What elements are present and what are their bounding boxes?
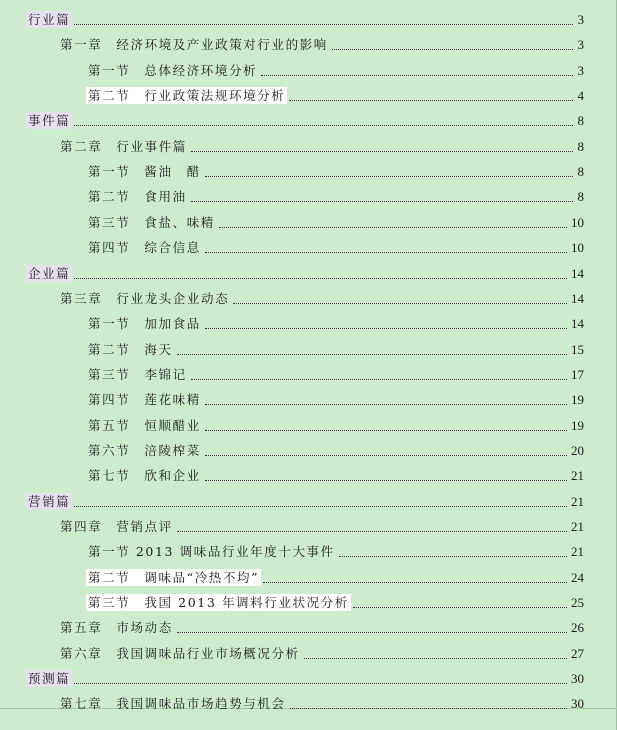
- toc-entry-title[interactable]: 第五节 恒顺醋业: [88, 417, 201, 433]
- dot-leader: [332, 49, 573, 50]
- page-number: 30: [571, 671, 584, 687]
- toc-entry-title[interactable]: 第七章 我国调味品市场趋势与机会: [60, 696, 286, 712]
- page-number: 3: [577, 62, 584, 78]
- dot-leader: [74, 506, 567, 507]
- page-number: 14: [571, 265, 584, 281]
- toc-entry-title[interactable]: 第七节 欣和企业: [88, 468, 201, 484]
- page-number: 17: [571, 366, 584, 382]
- page-number: 27: [571, 645, 584, 661]
- page-number: 8: [577, 164, 584, 180]
- page-number: 30: [571, 696, 584, 712]
- toc-entry-title[interactable]: 第一节 总体经济环境分析: [88, 62, 258, 78]
- toc-entry-title[interactable]: 第二章 行业事件篇: [60, 138, 187, 154]
- toc-entry[interactable]: [0, 363, 617, 388]
- toc-entry-title[interactable]: 第五章 市场动态: [60, 620, 173, 636]
- dot-leader: [289, 100, 573, 101]
- toc-entry[interactable]: [0, 667, 617, 692]
- toc-entry[interactable]: [0, 642, 617, 667]
- dot-leader: [304, 658, 567, 659]
- page-number: 14: [571, 316, 584, 332]
- dot-leader: [233, 303, 567, 304]
- toc-entry[interactable]: [0, 515, 617, 540]
- toc-entry[interactable]: [0, 566, 617, 591]
- toc-entry[interactable]: [0, 287, 617, 312]
- toc-entry-title[interactable]: 第三节 我国 2013 年调料行业状况分析: [88, 595, 349, 611]
- dot-leader: [177, 531, 567, 532]
- toc-entry[interactable]: [0, 109, 617, 134]
- toc-entry[interactable]: [0, 464, 617, 489]
- toc-entry-title[interactable]: 第二节 食用油: [88, 189, 187, 205]
- dot-leader: [74, 125, 573, 126]
- toc-entry-title[interactable]: 第三节 食盐、味精: [88, 214, 215, 230]
- dot-leader: [74, 278, 567, 279]
- dot-leader: [353, 607, 567, 608]
- toc-entry[interactable]: [0, 312, 617, 337]
- dot-leader: [339, 556, 567, 557]
- toc-entry[interactable]: [0, 236, 617, 261]
- page-number: 10: [571, 214, 584, 230]
- toc-entry-title[interactable]: 第一节 加加食品: [88, 316, 201, 332]
- toc-entry-title[interactable]: 第一章 经济环境及产业政策对行业的影响: [60, 37, 328, 53]
- page-number: 15: [571, 341, 584, 357]
- toc-entry[interactable]: [0, 33, 617, 58]
- toc-entry[interactable]: [0, 692, 617, 717]
- toc-entry-title[interactable]: 营销篇: [28, 493, 71, 509]
- toc-entry-title[interactable]: 第三章 行业龙头企业动态: [60, 290, 230, 306]
- toc-entry[interactable]: [0, 616, 617, 641]
- page-number: 21: [571, 544, 584, 560]
- toc-entry-title[interactable]: 第六章 我国调味品行业市场概况分析: [60, 645, 300, 661]
- toc-entry[interactable]: [0, 490, 617, 515]
- toc-entry[interactable]: [0, 211, 617, 236]
- toc-entry-title[interactable]: 第二节 行业政策法规环境分析: [88, 88, 286, 104]
- page-number: 4: [577, 88, 584, 104]
- page-number: 21: [571, 493, 584, 509]
- page-number: 10: [571, 240, 584, 256]
- dot-leader: [177, 632, 567, 633]
- page-number: 24: [571, 569, 584, 585]
- dot-leader: [219, 227, 567, 228]
- dot-leader: [177, 354, 567, 355]
- page-number: 26: [571, 620, 584, 636]
- page-number: 25: [571, 595, 584, 611]
- toc-entry-title[interactable]: 事件篇: [28, 113, 71, 129]
- toc-entry-title[interactable]: 第四节 莲花味精: [88, 392, 201, 408]
- page-number: 8: [577, 113, 584, 129]
- page-number: 19: [571, 417, 584, 433]
- dot-leader: [191, 151, 573, 152]
- toc-entry[interactable]: [0, 414, 617, 439]
- dot-leader: [205, 480, 567, 481]
- dot-leader: [205, 404, 567, 405]
- page-number: 3: [577, 12, 584, 27]
- toc-entry-title[interactable]: 第二节 调味品“冷热不均”: [88, 569, 260, 585]
- dot-leader: [205, 430, 567, 431]
- toc-entry-title[interactable]: 企业篇: [28, 265, 71, 281]
- toc-entry[interactable]: [0, 338, 617, 363]
- page-number: 3: [577, 37, 584, 53]
- toc-entry-title[interactable]: 第四章 营销点评: [60, 519, 173, 534]
- toc-entry[interactable]: [0, 84, 617, 109]
- page-number: 21: [571, 519, 584, 534]
- page-number: 8: [577, 138, 584, 154]
- dot-leader: [191, 201, 573, 202]
- dot-leader: [205, 252, 567, 253]
- toc-entry[interactable]: [0, 160, 617, 185]
- dot-leader: [263, 582, 567, 583]
- toc-entry[interactable]: [0, 135, 617, 160]
- toc-entry-title[interactable]: 第一节 酱油 醋: [88, 164, 201, 180]
- toc-entry-title[interactable]: 第六节 涪陵榨菜: [88, 442, 201, 458]
- page-number: 20: [571, 442, 584, 458]
- dot-leader: [290, 708, 567, 709]
- dot-leader: [261, 75, 573, 76]
- dot-leader: [205, 455, 567, 456]
- page-number: 8: [577, 189, 584, 205]
- page-number: 21: [571, 468, 584, 484]
- page-number: 19: [571, 392, 584, 408]
- toc-entry-title[interactable]: 第二节 海天: [88, 341, 173, 357]
- toc-entry[interactable]: [0, 591, 617, 616]
- page-number: 14: [571, 290, 584, 306]
- dot-leader: [74, 683, 567, 684]
- toc-entry[interactable]: [0, 8, 617, 33]
- dot-leader: [205, 176, 573, 177]
- dot-leader: [191, 379, 567, 380]
- dot-leader: [74, 24, 573, 25]
- toc-entry-title[interactable]: 行业篇: [28, 12, 71, 27]
- toc-entry-title[interactable]: 第一节 2013 调味品行业年度十大事件: [88, 544, 335, 560]
- toc-entry[interactable]: [0, 185, 617, 210]
- toc-entry[interactable]: [0, 388, 617, 413]
- toc-entry[interactable]: [0, 262, 617, 287]
- toc-entry[interactable]: [0, 439, 617, 464]
- toc-entry-title[interactable]: 第四节 综合信息: [88, 240, 201, 256]
- toc-entry-title[interactable]: 第三节 李锦记: [88, 366, 187, 382]
- toc-entry[interactable]: [0, 540, 617, 565]
- toc-entry-title[interactable]: 预测篇: [28, 671, 71, 687]
- toc-entry[interactable]: [0, 59, 617, 84]
- dot-leader: [205, 328, 567, 329]
